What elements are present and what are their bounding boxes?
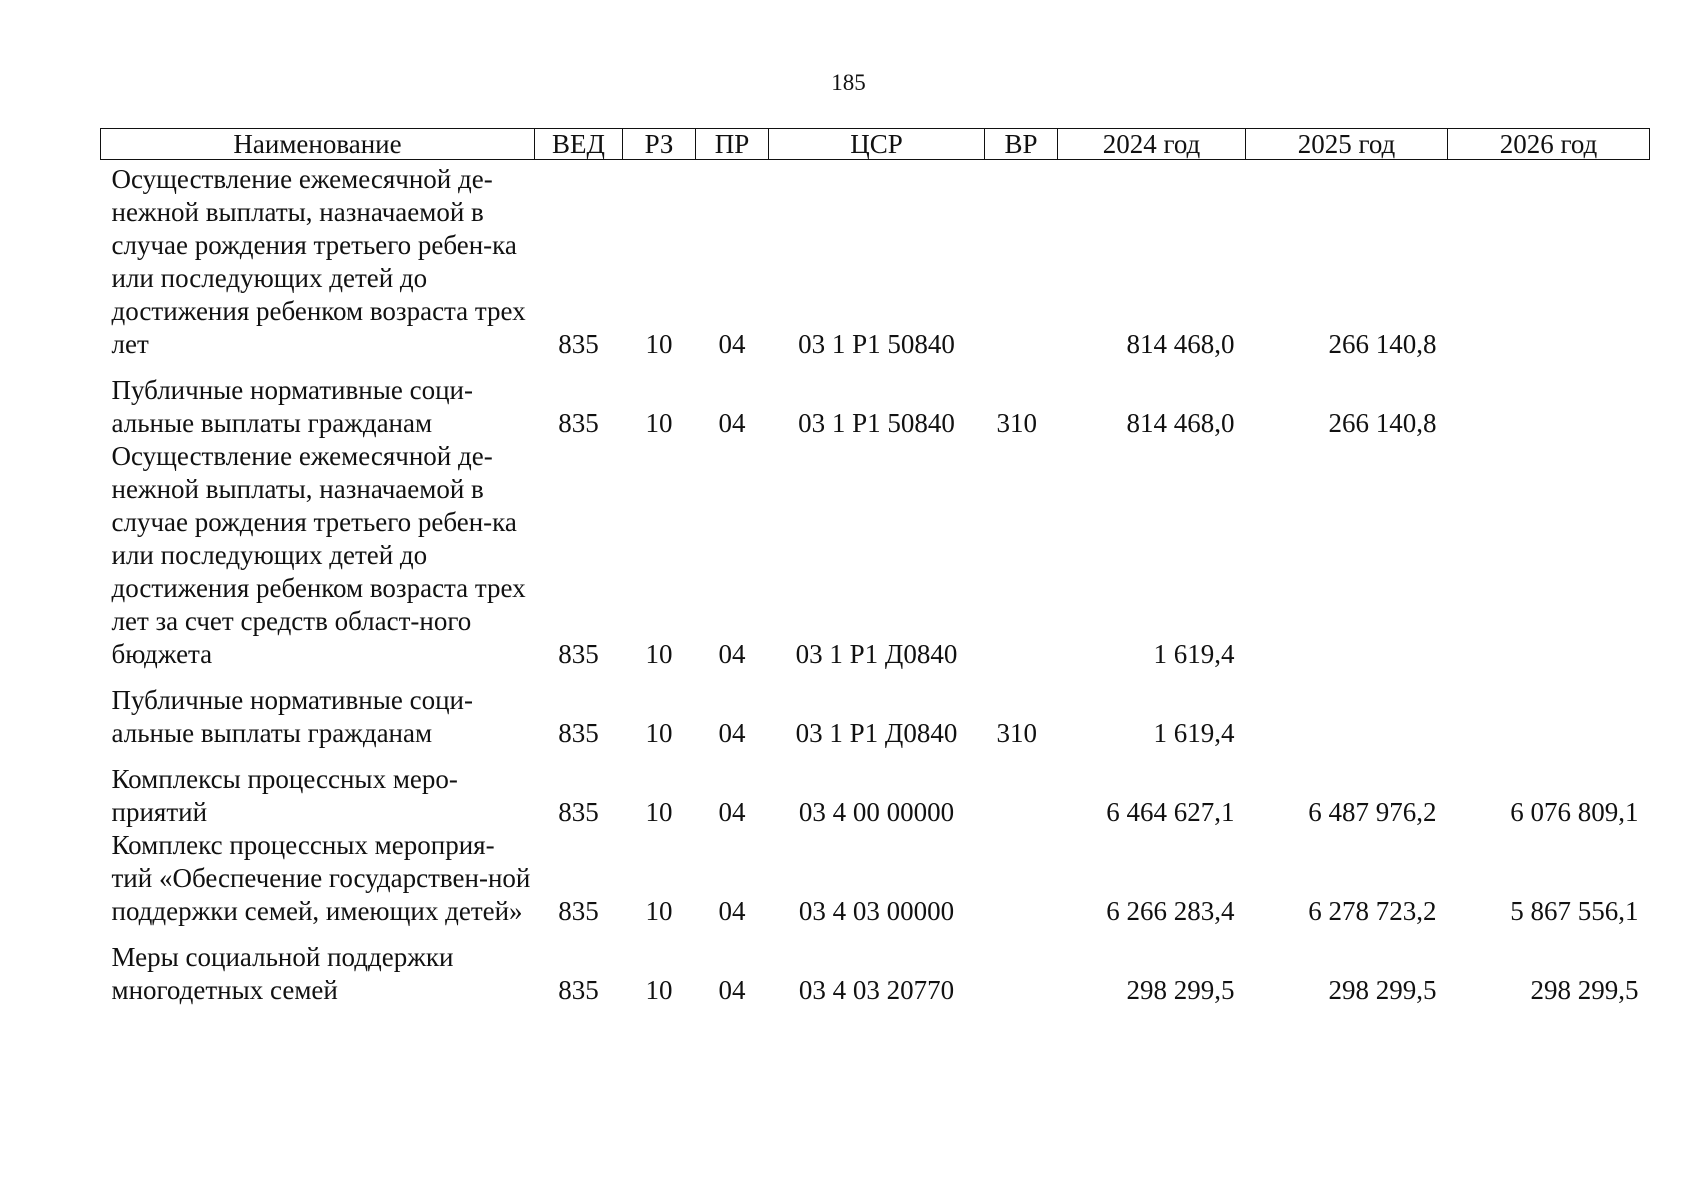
row-pr: 04 bbox=[718, 797, 746, 827]
row-ved: 835 bbox=[558, 975, 599, 1005]
row-rz: 10 bbox=[645, 718, 673, 748]
row-name: Меры социальной поддержки многодетных семей bbox=[111, 942, 454, 1005]
row-pr: 04 bbox=[718, 408, 746, 438]
header-2026: 2026 год bbox=[1448, 129, 1650, 160]
row-vr bbox=[985, 829, 1058, 928]
row-rz: 10 bbox=[645, 797, 673, 827]
row-name: Публичные нормативные соци-альные выплаты гражданам bbox=[111, 685, 473, 748]
row-rz: 10 bbox=[645, 639, 673, 669]
table-row bbox=[101, 928, 1650, 1007]
row-vr bbox=[985, 440, 1058, 671]
row-2026 bbox=[1448, 440, 1650, 671]
row-ved: 835 bbox=[558, 718, 599, 748]
row-csr: 03 4 03 20770 bbox=[798, 975, 955, 1005]
row-pr: 04 bbox=[718, 975, 746, 1005]
row-2025: 6 487 976,2 bbox=[1308, 797, 1437, 827]
row-ved: 835 bbox=[558, 797, 599, 827]
row-2025 bbox=[1246, 440, 1448, 671]
header-pr: ПР bbox=[696, 129, 769, 160]
row-2025: 266 140,8 bbox=[1328, 329, 1437, 359]
row-rz: 10 bbox=[645, 975, 673, 1005]
header-name: Наименование bbox=[101, 129, 535, 160]
row-2026 bbox=[1448, 160, 1650, 362]
row-name: Осуществление ежемесячной де-нежной выплаты, назначаемой в случае рождения третьего ребен-ка или последующих детей до достижения ребенком возраста трех лет bbox=[111, 164, 526, 359]
table-header bbox=[101, 129, 1650, 160]
row-2026: 6 076 809,1 bbox=[1510, 797, 1639, 827]
row-2025: 298 299,5 bbox=[1328, 975, 1437, 1005]
row-rz: 10 bbox=[645, 329, 673, 359]
row-ved: 835 bbox=[558, 896, 599, 926]
row-2024: 6 464 627,1 bbox=[1106, 797, 1235, 827]
row-ved: 835 bbox=[558, 408, 599, 438]
row-2024: 814 468,0 bbox=[1126, 329, 1235, 359]
row-vr: 310 bbox=[996, 408, 1037, 438]
page-number: 185 bbox=[831, 70, 866, 95]
table-row bbox=[101, 750, 1650, 829]
row-2026 bbox=[1448, 361, 1650, 440]
row-pr: 04 bbox=[718, 896, 746, 926]
header-2024: 2024 год bbox=[1058, 129, 1246, 160]
row-ved: 835 bbox=[558, 329, 599, 359]
header-ved: ВЕД bbox=[535, 129, 623, 160]
row-name: Осуществление ежемесячной де-нежной выплаты, назначаемой в случае рождения третьего ребен-ка или последующих детей до достижения ребенком возраста трех лет за счет средств област-ного бюджета bbox=[111, 441, 526, 669]
row-2024: 814 468,0 bbox=[1126, 408, 1235, 438]
table-row bbox=[101, 671, 1650, 750]
row-2026: 5 867 556,1 bbox=[1510, 896, 1639, 926]
row-2025: 6 278 723,2 bbox=[1308, 896, 1437, 926]
row-csr: 03 1 P1 Д0840 bbox=[795, 639, 958, 669]
row-name: Публичные нормативные соци-альные выплаты гражданам bbox=[111, 375, 473, 438]
row-2024: 1 619,4 bbox=[1153, 718, 1235, 748]
table-row bbox=[101, 829, 1650, 928]
row-csr: 03 4 00 00000 bbox=[798, 797, 955, 827]
row-pr: 04 bbox=[718, 639, 746, 669]
header-csr: ЦСР bbox=[769, 129, 985, 160]
budget-table bbox=[100, 128, 1650, 1007]
row-2024: 6 266 283,4 bbox=[1106, 896, 1235, 926]
row-vr bbox=[985, 750, 1058, 829]
row-2026 bbox=[1448, 671, 1650, 750]
header-vr: ВР bbox=[985, 129, 1058, 160]
row-2025: 266 140,8 bbox=[1328, 408, 1437, 438]
row-vr: 310 bbox=[996, 718, 1037, 748]
row-csr: 03 4 03 00000 bbox=[798, 896, 955, 926]
table-row bbox=[101, 361, 1650, 440]
row-2025 bbox=[1246, 671, 1448, 750]
row-csr: 03 1 P1 50840 bbox=[798, 408, 955, 438]
header-rz: РЗ bbox=[623, 129, 696, 160]
row-csr: 03 1 P1 Д0840 bbox=[795, 718, 958, 748]
row-rz: 10 bbox=[645, 408, 673, 438]
row-name: Комплексы процессных меро-приятий bbox=[111, 764, 458, 827]
table-row bbox=[101, 440, 1650, 671]
row-csr: 03 1 P1 50840 bbox=[798, 329, 955, 359]
row-rz: 10 bbox=[645, 896, 673, 926]
row-name: Комплекс процессных мероприя-тий «Обеспечение государствен-ной поддержки семей, имеющих детей» bbox=[111, 830, 531, 926]
row-pr: 04 bbox=[718, 329, 746, 359]
table-row bbox=[101, 160, 1650, 362]
row-pr: 04 bbox=[718, 718, 746, 748]
row-2024: 298 299,5 bbox=[1126, 975, 1235, 1005]
row-vr bbox=[985, 160, 1058, 362]
row-vr bbox=[985, 928, 1058, 1007]
row-2026: 298 299,5 bbox=[1530, 975, 1639, 1005]
row-2024: 1 619,4 bbox=[1153, 639, 1235, 669]
header-2025: 2025 год bbox=[1246, 129, 1448, 160]
row-ved: 835 bbox=[558, 639, 599, 669]
